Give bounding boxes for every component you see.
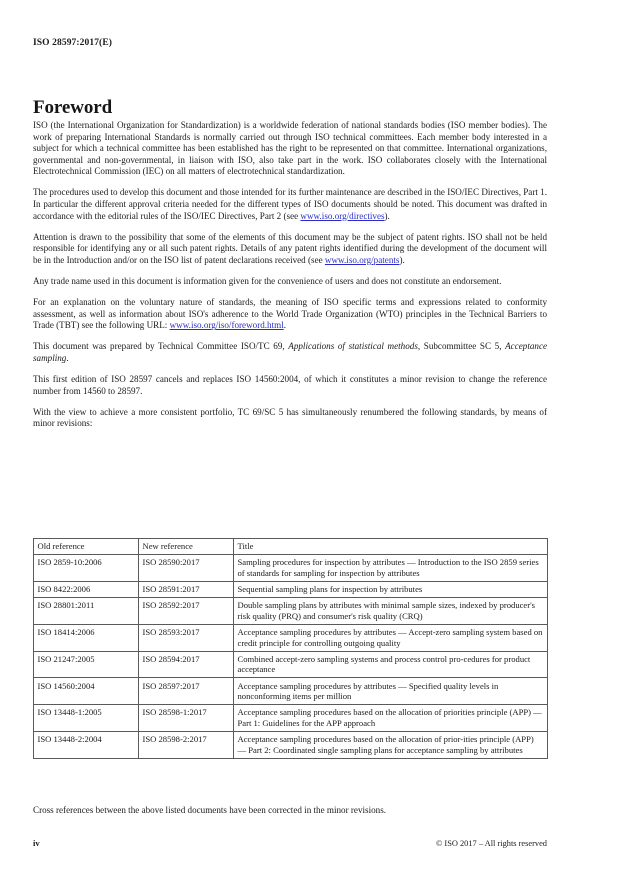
table-row: [34, 624, 548, 651]
document-header: ISO 28597:2017(E): [33, 38, 113, 48]
paragraph-8: With the view to achieve a more consistent portfolio, TC 69/SC 5 has simultaneously renumbered the following standards, by means of minor revisions:: [33, 406, 547, 429]
cell-title: Combined accept-zero sampling systems and process control pro-cedures for product acceptance: [234, 651, 548, 678]
cell-new-reference: ISO 28597:2017: [139, 678, 234, 705]
page-title: Foreword: [33, 96, 113, 118]
paragraph-3: [33, 232, 547, 267]
paragraph-6-text-3: .: [66, 353, 69, 363]
link-iso-directives[interactable]: www.iso.org/directives: [300, 210, 385, 221]
paragraph-4: Any trade name used in this document is information given for the convenience of users and does not constitute an endorsement.: [33, 276, 502, 287]
foreword-body: [33, 120, 547, 439]
paragraph-5: [33, 297, 547, 332]
cell-old-reference: ISO 18414:2006: [34, 624, 139, 651]
paragraph-5-text-after: .: [283, 320, 287, 331]
cell-old-reference: ISO 14560:2004: [34, 678, 139, 705]
paragraph-6-text-1: This document was prepared by Technical Committee ISO/TC 69,: [33, 341, 289, 352]
paragraph-1: ISO (the International Organization for Standardization) is a worldwide federation of national standards bodies (ISO member bodies). The work of preparing International Standards is normally carried out through ISO technical committees. Each member body interested in a subject for which a technical committee has been established has the right to be represented on that committee. International organizations, governmental and non-governmental, in liaison with ISO, also take part in the work. ISO collaborates closely with the International Electrotechnical Commission (IEC) on all matters of electrotechnical standardization.: [33, 120, 547, 177]
table-row: [34, 678, 548, 705]
cell-title: Double sampling plans by attributes with minimal sample sizes, indexed by producer's risk quality (PRQ) and consumer's risk quality (CRQ): [234, 598, 548, 625]
cell-old-reference: ISO 8422:2006: [34, 581, 139, 597]
committee-title-italic-1: Applications of statistical methods: [288, 341, 418, 352]
cell-new-reference: ISO 28593:2017: [139, 624, 234, 651]
column-header-new-reference: New reference: [139, 539, 234, 555]
cell-title: Sequential sampling plans for inspection by attributes: [234, 581, 548, 597]
cell-old-reference: ISO 2859-10:2006: [34, 555, 139, 582]
paragraph-3-text-after: ).: [399, 254, 405, 265]
column-header-old-reference: Old reference: [34, 539, 139, 555]
copyright-notice: © ISO 2017 – All rights reserved: [435, 839, 547, 848]
table-row: [34, 705, 548, 732]
cell-title: Acceptance sampling procedures by attributes — Specified quality levels in nonconforming items per million: [234, 678, 548, 705]
cell-old-reference: ISO 13448-2:2004: [34, 731, 139, 758]
paragraph-3-text-before: Attention is drawn to the possibility that some of the elements of this document may be the subject of patent rights. ISO shall not be held responsible for identifying any or all such patent rights. Details of any patent rights identified during the development of the document will be in the Introduction and/or on the ISO list of patent declarations received (see: [33, 231, 547, 265]
table-header-row: [34, 539, 548, 555]
paragraph-2-text-after: ).: [384, 210, 390, 221]
link-iso-foreword[interactable]: www.iso.org/iso/foreword.html: [169, 320, 284, 331]
cell-new-reference: ISO 28598-2:2017: [139, 731, 234, 758]
paragraph-6-text-2: , Subcommittee SC 5,: [417, 341, 506, 352]
cell-old-reference: ISO 13448-1:2005: [34, 705, 139, 732]
page-number: iv: [33, 838, 40, 848]
table-row: [34, 581, 548, 597]
paragraph-6: [33, 341, 547, 364]
table-row: [34, 731, 548, 758]
table-row: [34, 555, 548, 582]
cell-new-reference: ISO 28592:2017: [139, 598, 234, 625]
paragraph-5-text-before: For an explanation on the voluntary nature of standards, the meaning of ISO specific terms and expressions related to conformity assessment, as well as information about ISO's adherence to the World Trade Organization (WTO) principles in the Technical Barriers to Trade (TBT) see the following URL:: [33, 297, 547, 331]
cell-title: Acceptance sampling procedures by attributes — Accept-zero sampling system based on credit principle for controlling outgoing quality: [234, 624, 548, 651]
cell-new-reference: ISO 28590:2017: [139, 555, 234, 582]
cell-new-reference: ISO 28594:2017: [139, 651, 234, 678]
cell-title: Sampling procedures for inspection by attributes — Introduction to the ISO 2859 series of standards for sampling for inspection by attributes: [234, 555, 548, 582]
page-footer: [33, 838, 547, 848]
cross-references-note: Cross references between the above listed documents have been corrected in the minor revisions.: [33, 805, 387, 815]
table-row: [34, 598, 548, 625]
paragraph-2: [33, 187, 547, 222]
renumbered-standards-table: [33, 538, 548, 759]
cell-title: Acceptance sampling procedures based on the allocation of priorities principle (APP) — Part 1: Guidelines for the APP approach: [234, 705, 548, 732]
committee-title-italic-2: Acceptance sampling: [33, 341, 548, 363]
cell-old-reference: ISO 28801:2011: [34, 598, 139, 625]
link-iso-patents[interactable]: www.iso.org/patents: [324, 254, 400, 265]
cell-old-reference: ISO 21247:2005: [34, 651, 139, 678]
cell-new-reference: ISO 28598-1:2017: [139, 705, 234, 732]
column-header-title: Title: [234, 539, 548, 555]
table-row: [34, 651, 548, 678]
paragraph-2-text-before: The procedures used to develop this document and those intended for its further maintenance are described in the ISO/IEC Directives, Part 1. In particular the different approval criteria needed for the different types of ISO documents should be noted. This document was drafted in accordance with the editorial rules of the ISO/IEC Directives, Part 2 (see: [33, 187, 547, 221]
cell-new-reference: ISO 28591:2017: [139, 581, 234, 597]
cell-title: Acceptance sampling procedures based on the allocation of prior-ities principle (APP) — Part 2: Coordinated single sampling plans for acceptance sampling by attributes: [234, 731, 548, 758]
paragraph-7: This first edition of ISO 28597 cancels and replaces ISO 14560:2004, of which it constitutes a minor revision to change the reference number from 14560 to 28597.: [33, 374, 547, 396]
